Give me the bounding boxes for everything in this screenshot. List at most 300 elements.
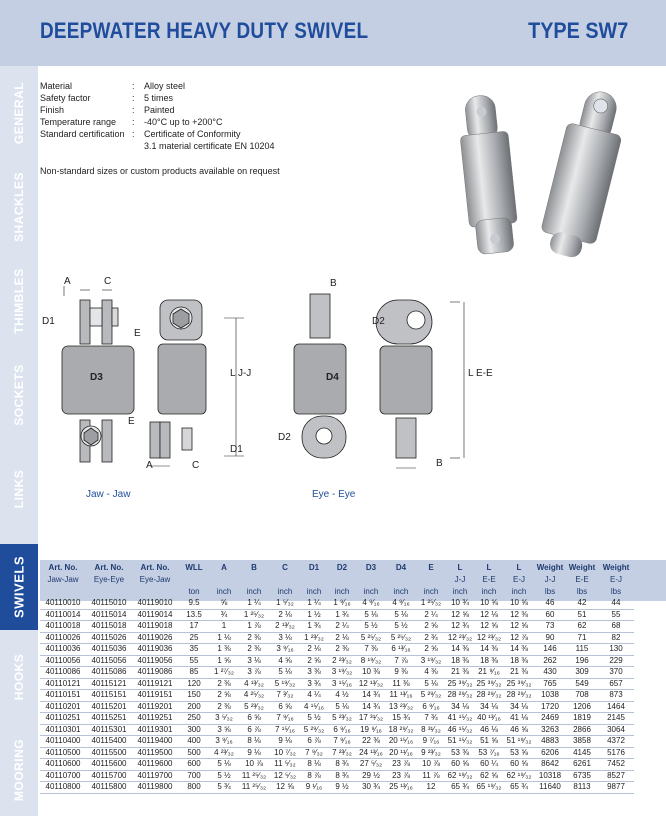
table-cell: 300 bbox=[178, 724, 210, 736]
sidebar-label: SOCKETS bbox=[12, 364, 26, 426]
column-header: C bbox=[282, 563, 288, 572]
table-cell: 9877 bbox=[598, 782, 634, 794]
table-cell: 4 ½ bbox=[328, 690, 356, 702]
column-header bbox=[386, 574, 416, 586]
table-cell: 40119036 bbox=[132, 644, 178, 656]
table-cell: 2 ⅛ bbox=[300, 644, 328, 656]
table-cell: 85 bbox=[178, 667, 210, 679]
table-cell: 10318 bbox=[534, 770, 566, 782]
column-header bbox=[238, 574, 270, 586]
table-cell: 1 ⅝ bbox=[210, 655, 238, 667]
table-cell: 600 bbox=[178, 759, 210, 771]
table-cell: 34 ⅛ bbox=[446, 701, 474, 713]
table-cell: 46 ¹⁵⁄₃₂ bbox=[447, 724, 473, 734]
table-header-row bbox=[40, 574, 634, 586]
label-D2: D2 bbox=[372, 316, 385, 327]
sidebar-item-general[interactable] bbox=[0, 66, 38, 160]
table-cell: 8642 bbox=[534, 759, 566, 771]
table-cell: 2 ⅛ bbox=[328, 632, 356, 644]
column-header: lbs bbox=[576, 587, 588, 596]
table-cell: 40115014 bbox=[86, 609, 132, 621]
sidebar-label: SWIVELS bbox=[11, 555, 27, 619]
table-cell: 5 ²³⁄₃₂ bbox=[238, 701, 270, 713]
sidebar-label: GENERAL bbox=[12, 81, 26, 145]
column-header: Art. No. bbox=[48, 563, 78, 572]
table-cell: 40119014 bbox=[132, 609, 178, 621]
column-header: L bbox=[486, 563, 492, 572]
table-cell: 1 ²³⁄₃₂ bbox=[300, 632, 328, 644]
table-cell: 40119086 bbox=[132, 667, 178, 679]
spec-value: Painted bbox=[144, 105, 175, 115]
table-cell: 40 ¹³⁄₁₆ bbox=[474, 713, 504, 725]
spec-value: Alloy steel bbox=[144, 81, 186, 91]
table-cell: 250 bbox=[178, 713, 210, 725]
table-cell: 25 ³⁹⁄₃₂ bbox=[447, 678, 473, 688]
table-cell: 60 bbox=[534, 609, 566, 621]
table-cell: 10 ⅝ bbox=[474, 598, 504, 609]
table-row bbox=[40, 644, 634, 656]
column-header: inch bbox=[423, 587, 439, 596]
table-cell: 2 ¾ bbox=[416, 632, 446, 644]
spec-label: Standard certification bbox=[40, 129, 125, 139]
table-cell: 40115301 bbox=[86, 724, 132, 736]
spec-value: Certificate of Conformity bbox=[144, 129, 241, 139]
table-cell: 40115151 bbox=[86, 690, 132, 702]
sidebar-item-swivels[interactable] bbox=[0, 544, 38, 630]
table-cell: 12 ⅜ bbox=[504, 609, 534, 621]
label-D3: D3 bbox=[90, 372, 103, 383]
table-cell: 40119600 bbox=[132, 759, 178, 771]
table-cell: 40110014 bbox=[40, 609, 86, 621]
table-row bbox=[40, 667, 634, 679]
table-cell: 1 ¼ bbox=[238, 598, 270, 609]
table-cell: 3263 bbox=[534, 724, 566, 736]
table-cell: 73 bbox=[534, 621, 566, 633]
table-cell: 40110121 bbox=[40, 678, 86, 690]
table-cell: 11 ⁵⁄₃₂ bbox=[270, 759, 300, 771]
table-cell: 40115086 bbox=[86, 667, 132, 679]
table-cell: 12 ⅝ bbox=[446, 609, 474, 621]
table-cell: 40119700 bbox=[132, 770, 178, 782]
table-cell: 40115010 bbox=[86, 598, 132, 609]
table-cell: 46 bbox=[534, 598, 566, 609]
table-cell: 40115800 bbox=[86, 782, 132, 794]
table-cell: 5 ¹⁹⁄₃₂ bbox=[270, 678, 300, 690]
table-cell: 9 ¹⁄₁₆ bbox=[300, 782, 328, 794]
table-cell: 40110251 bbox=[40, 713, 86, 725]
table-cell: 12 ²³⁄₃₂ bbox=[447, 632, 473, 642]
table-cell: 5 ¾ bbox=[210, 782, 238, 794]
table-cell: 15 ¾ bbox=[386, 713, 416, 725]
table-cell: 18 ²⁹⁄₃₂ bbox=[386, 724, 416, 736]
table-cell: 9 ⅛ bbox=[238, 747, 270, 759]
table-cell: 53 ⅜ bbox=[446, 747, 474, 759]
table-cell: 12 bbox=[416, 782, 446, 794]
sidebar-item-shackles[interactable] bbox=[0, 160, 38, 254]
table-cell: 2 ²³⁄₃₂ bbox=[328, 655, 356, 667]
label-E: E bbox=[128, 416, 135, 427]
table-cell: 2 ⅜ bbox=[210, 701, 238, 713]
table-cell: 2 ⅜ bbox=[238, 632, 270, 644]
table-cell: 700 bbox=[178, 770, 210, 782]
column-header: inch bbox=[334, 587, 350, 596]
custom-note: Non-standard sizes or custom products available on request bbox=[40, 166, 280, 176]
table-cell: 3 ¹⁵⁄₁₆ bbox=[328, 678, 356, 690]
table-row bbox=[40, 632, 634, 644]
table-cell: 65 ¾ bbox=[504, 782, 534, 794]
sidebar-item-hooks[interactable] bbox=[0, 630, 38, 724]
table-row bbox=[40, 598, 634, 609]
table-cell: 12 ⅞ bbox=[504, 632, 534, 644]
table-cell: 9 ⅜ bbox=[386, 667, 416, 679]
column-header: D2 bbox=[336, 563, 348, 572]
table-cell: 3 ⅛ bbox=[238, 655, 270, 667]
table-cell: 40115600 bbox=[86, 759, 132, 771]
column-header: Weight bbox=[568, 563, 596, 572]
table-cell: 1 ²⁷⁄₃₂ bbox=[210, 667, 238, 679]
table-cell: 5 ⅛ bbox=[416, 678, 446, 690]
table-cell: 40119010 bbox=[132, 598, 178, 609]
table-cell: 8 ¹⁹⁄₃₂ bbox=[356, 655, 386, 667]
table-cell: 1 ⅛ bbox=[210, 632, 238, 644]
table-cell: 5 ½ bbox=[210, 770, 238, 782]
table-cell: 1464 bbox=[598, 701, 634, 713]
table-cell: 13 ²³⁄₃₂ bbox=[386, 701, 416, 713]
column-header: J-J bbox=[544, 575, 556, 584]
table-cell: 2 ¼ bbox=[416, 609, 446, 621]
table-cell: 1 bbox=[210, 621, 238, 633]
sidebar-label: HOOKS bbox=[12, 653, 26, 701]
table-cell: 19 ⁹⁄₁₆ bbox=[356, 724, 386, 736]
table-cell: 5 ⅛ bbox=[210, 759, 238, 771]
table-cell: 12 ²³⁄₃₂ bbox=[474, 632, 504, 644]
table-cell: 40119018 bbox=[132, 621, 178, 633]
table-cell: 2 ¼ bbox=[328, 621, 356, 633]
page-title: DEEPWATER HEAVY DUTY SWIVEL bbox=[40, 18, 369, 43]
table-cell: 309 bbox=[566, 667, 598, 679]
label-E: E bbox=[134, 328, 141, 339]
column-header: L bbox=[516, 563, 522, 572]
page-header bbox=[0, 0, 666, 66]
table-cell: 40119251 bbox=[132, 713, 178, 725]
label-D1: D1 bbox=[230, 444, 243, 455]
table-cell: 5 ⅛ bbox=[386, 609, 416, 621]
table-cell: 1038 bbox=[534, 690, 566, 702]
column-header bbox=[86, 586, 132, 598]
table-cell: 28 ²⁹⁄₃₂ bbox=[447, 690, 473, 700]
sidebar-label: THIMBLES bbox=[12, 268, 26, 334]
sidebar-item-thimbles[interactable] bbox=[0, 254, 38, 348]
table-cell: 2 ⅝ bbox=[210, 690, 238, 702]
column-header: L bbox=[457, 563, 463, 572]
table-row bbox=[40, 678, 634, 690]
table-cell: 4 ²³⁄₃₂ bbox=[210, 747, 238, 759]
column-header: inch bbox=[363, 587, 379, 596]
table-cell: 21 ⅜ bbox=[504, 667, 534, 679]
table-cell: 7 ²³⁄₃₂ bbox=[328, 747, 356, 759]
table-cell: 40115500 bbox=[86, 747, 132, 759]
table-cell: 40110018 bbox=[40, 621, 86, 633]
table-cell: 40119026 bbox=[132, 632, 178, 644]
column-header: lbs bbox=[544, 587, 556, 596]
table-cell: 40119151 bbox=[132, 690, 178, 702]
column-header: E-J bbox=[513, 575, 525, 584]
jaw-jaw-caption: Jaw - Jaw bbox=[86, 489, 131, 500]
table-cell: 14 ⅜ bbox=[446, 644, 474, 656]
table-cell: 6 ⅞ bbox=[238, 724, 270, 736]
spec-label bbox=[40, 140, 132, 152]
table-cell: 8 ¾ bbox=[328, 770, 356, 782]
spec-label: Finish bbox=[40, 105, 65, 115]
table-cell: 146 bbox=[534, 644, 566, 656]
table-cell: 40110301 bbox=[40, 724, 86, 736]
table-cell: 4 ⅜ bbox=[416, 667, 446, 679]
table-cell: 4145 bbox=[566, 747, 598, 759]
table-cell: 10 ¾ bbox=[446, 598, 474, 609]
column-header bbox=[416, 574, 446, 586]
sidebar-item-sockets[interactable] bbox=[0, 348, 38, 442]
table-cell: 5 ²⁹⁄₃₂ bbox=[300, 724, 328, 736]
table-cell: 25 ¹³⁄₁₆ bbox=[386, 782, 416, 794]
table-cell: 2 ⅜ bbox=[238, 644, 270, 656]
table-cell: 68 bbox=[598, 621, 634, 633]
table-cell: 8527 bbox=[598, 770, 634, 782]
table-row bbox=[40, 770, 634, 782]
sidebar-item-links[interactable] bbox=[0, 442, 38, 536]
table-cell: 40110800 bbox=[40, 782, 86, 794]
column-header bbox=[178, 574, 210, 586]
table-cell: 40115121 bbox=[86, 678, 132, 690]
table-cell: 10 ⅜ bbox=[356, 667, 386, 679]
table-cell: 10 ⅞ bbox=[238, 759, 270, 771]
table-cell: 370 bbox=[598, 667, 634, 679]
table-cell: 51 ¹⁵⁄₃₂ bbox=[447, 736, 473, 746]
table-cell: 44 bbox=[598, 598, 634, 609]
table-cell: 4 ¹⁵⁄₁₆ bbox=[300, 701, 328, 713]
label-A: A bbox=[64, 276, 71, 287]
sidebar-label: SHACKLES bbox=[12, 171, 26, 243]
table-cell: 40119056 bbox=[132, 655, 178, 667]
table-cell: 115 bbox=[566, 644, 598, 656]
column-header bbox=[270, 574, 300, 586]
specifications bbox=[40, 80, 275, 152]
table-cell: 6 ⁹⁄₁₆ bbox=[416, 701, 446, 713]
column-header: Art. No. bbox=[94, 563, 124, 572]
table-cell: 21 ⁹⁄₁₆ bbox=[474, 667, 504, 679]
table-cell: 7 ⁹⁄₁₆ bbox=[328, 736, 356, 748]
table-cell: 2 ¹³⁄₃₂ bbox=[270, 621, 300, 633]
table-cell: 10 ⅝ bbox=[504, 598, 534, 609]
table-cell: 35 bbox=[178, 644, 210, 656]
table-cell: 11 ²⁵⁄₃₂ bbox=[238, 782, 270, 794]
table-cell: 708 bbox=[566, 690, 598, 702]
table-cell: 40119201 bbox=[132, 701, 178, 713]
table-cell: 6206 bbox=[534, 747, 566, 759]
table-cell: 41 ¹⁵⁄₃₂ bbox=[447, 713, 473, 723]
table-cell: 5176 bbox=[598, 747, 634, 759]
table-cell: 1 ⅞ bbox=[238, 621, 270, 633]
table-header-row bbox=[40, 586, 634, 598]
table-cell: 8 ¾ bbox=[328, 759, 356, 771]
table-cell: 8 ³¹⁄₃₂ bbox=[416, 724, 446, 736]
table-cell: 3858 bbox=[566, 736, 598, 748]
label-C: C bbox=[104, 276, 112, 287]
spec-row: Material : Alloy steel bbox=[40, 81, 186, 91]
table-cell: ⅝ bbox=[210, 598, 238, 609]
table-cell: 40115056 bbox=[86, 655, 132, 667]
table-cell: 2469 bbox=[534, 713, 566, 725]
column-header: inch bbox=[216, 587, 232, 596]
table-cell: 6 ⅞ bbox=[300, 736, 328, 748]
table-body bbox=[40, 598, 634, 793]
column-header: Jaw-Jaw bbox=[47, 575, 79, 584]
table-cell: 22 ⅜ bbox=[356, 736, 386, 748]
table-cell: 5 ½ bbox=[300, 713, 328, 725]
column-header: D4 bbox=[395, 563, 407, 572]
table-cell: 5 ²⁵⁄₃₂ bbox=[386, 632, 416, 644]
table-cell: 4 ¹³⁄₃₂ bbox=[238, 678, 270, 690]
table-cell: 60 ⅝ bbox=[446, 759, 474, 771]
table-cell: 40110010 bbox=[40, 598, 86, 609]
table-cell: 4 ⁹⁄₁₆ bbox=[386, 598, 416, 609]
spec-row: Safety factor : 5 times bbox=[40, 93, 174, 103]
table-cell: 18 ⅜ bbox=[474, 655, 504, 667]
spec-label: Material bbox=[40, 81, 73, 91]
table-cell: 2 ⅝ bbox=[416, 644, 446, 656]
column-header: D1 bbox=[308, 563, 320, 572]
table-cell: 7 ⁹⁄₁₆ bbox=[270, 713, 300, 725]
table-cell: 40110026 bbox=[40, 632, 86, 644]
table-cell: 6 ⅝ bbox=[238, 713, 270, 725]
dimension-table bbox=[40, 562, 634, 794]
label-B: B bbox=[330, 278, 337, 289]
column-header: inch bbox=[306, 587, 322, 596]
column-header: Art. No. bbox=[140, 563, 170, 572]
label-D2: D2 bbox=[278, 432, 291, 443]
column-header: A bbox=[221, 563, 227, 572]
table-cell: 34 ⅛ bbox=[504, 701, 534, 713]
table-cell: 40115400 bbox=[86, 736, 132, 748]
table-cell: 12 ⅝ bbox=[270, 782, 300, 794]
table-cell: 25 ³⁹⁄₃₂ bbox=[504, 678, 534, 690]
table-head bbox=[40, 562, 634, 598]
table-row bbox=[40, 724, 634, 736]
table-cell: 6 ⅝ bbox=[270, 701, 300, 713]
table-cell: 40119800 bbox=[132, 782, 178, 794]
table-cell: 2 ⅝ bbox=[300, 655, 328, 667]
table-cell: 1 ²⁵⁄₃₂ bbox=[238, 609, 270, 621]
table-cell: 1 ¼ bbox=[300, 598, 328, 609]
type-label: TYPE SW7 bbox=[527, 18, 628, 43]
table-cell: 5 ²³⁄₃₂ bbox=[328, 713, 356, 725]
table-cell: 8 ⅛ bbox=[238, 736, 270, 748]
table-cell: 5 ½ bbox=[386, 621, 416, 633]
table-cell: 65 ¾ bbox=[446, 782, 474, 794]
label-A: A bbox=[146, 460, 153, 471]
table-cell: 5 ⅛ bbox=[328, 701, 356, 713]
column-header: E-E bbox=[482, 575, 496, 584]
sidebar-item-mooring[interactable] bbox=[0, 724, 38, 816]
table-cell: 9 ½ bbox=[328, 782, 356, 794]
table-cell: 3 ⅝ bbox=[210, 724, 238, 736]
table-cell: 40115026 bbox=[86, 632, 132, 644]
table-cell: 5 ²⁵⁄₃₂ bbox=[356, 632, 386, 644]
table-cell: 2 ⅝ bbox=[416, 621, 446, 633]
table-cell: 130 bbox=[598, 644, 634, 656]
table-cell: 14 ¾ bbox=[356, 701, 386, 713]
column-header: inch bbox=[277, 587, 293, 596]
table-cell: 9 ⁷⁄₁₆ bbox=[416, 736, 446, 748]
table-cell: 9 ⅛ bbox=[270, 736, 300, 748]
table-cell: 11640 bbox=[534, 782, 566, 794]
table-cell: 3 ¹⁹⁄₃₂ bbox=[328, 667, 356, 679]
table-cell: 18 ⅜ bbox=[504, 655, 534, 667]
table-cell: 12 ⅝ bbox=[474, 621, 504, 633]
table-cell: 229 bbox=[598, 655, 634, 667]
column-header: inch bbox=[511, 587, 527, 596]
table-cell: 10 ⁷⁄₃₂ bbox=[270, 747, 300, 759]
column-header: lbs bbox=[610, 587, 622, 596]
table-cell: 2866 bbox=[566, 724, 598, 736]
table-cell: ¾ bbox=[210, 609, 238, 621]
table-cell: 150 bbox=[178, 690, 210, 702]
table-cell: 60 ¼ bbox=[474, 759, 504, 771]
table-cell: 17 ³¹⁄₃₂ bbox=[356, 713, 386, 725]
table-cell: 25 bbox=[178, 632, 210, 644]
table-cell: 23 ⅞ bbox=[386, 759, 416, 771]
spec-row bbox=[40, 140, 275, 152]
table-cell: 40110151 bbox=[40, 690, 86, 702]
table-cell: 657 bbox=[598, 678, 634, 690]
column-header: inch bbox=[246, 587, 262, 596]
spec-row: Temperature range : -40°C up to +200°C bbox=[40, 117, 223, 127]
table-cell: 40110201 bbox=[40, 701, 86, 713]
column-header: E-E bbox=[575, 575, 589, 584]
table-cell: 40110086 bbox=[40, 667, 86, 679]
table-cell: 55 bbox=[598, 609, 634, 621]
table-cell: 65 ¹⁹⁄₃₂ bbox=[474, 782, 504, 794]
table-cell: 62 bbox=[566, 621, 598, 633]
table-cell: 40119400 bbox=[132, 736, 178, 748]
table-cell: 12 ⅝ bbox=[504, 621, 534, 633]
table-cell: 6 ⁹⁄₁₆ bbox=[328, 724, 356, 736]
table-cell: 1 ¾ bbox=[328, 609, 356, 621]
table-cell: 500 bbox=[178, 747, 210, 759]
table-cell: 28 ²⁹⁄₃₂ bbox=[504, 690, 534, 702]
table-cell: 20 ¹¹⁄₁₆ bbox=[386, 747, 416, 759]
table-cell: 41 ⅛ bbox=[504, 713, 534, 725]
table-cell: 3 ⁵⁄₃₂ bbox=[210, 713, 238, 725]
table-cell: 6 ¹³⁄₁₆ bbox=[386, 644, 416, 656]
table-row bbox=[40, 759, 634, 771]
table-cell: 4 ²⁵⁄₃₂ bbox=[238, 690, 270, 702]
table-cell: 120 bbox=[178, 678, 210, 690]
spec-row: Standard certification : Certificate of Conformity bbox=[40, 129, 241, 139]
spec-value: 5 times bbox=[144, 93, 174, 103]
table-cell: 765 bbox=[534, 678, 566, 690]
table-cell: 40115251 bbox=[86, 713, 132, 725]
table-cell: 1 ⁹⁄₁₆ bbox=[328, 598, 356, 609]
table-row bbox=[40, 609, 634, 621]
table-cell: 12 ⅛ bbox=[474, 609, 504, 621]
column-header: inch bbox=[452, 587, 468, 596]
table-cell: 4372 bbox=[598, 736, 634, 748]
label-B: B bbox=[436, 458, 443, 469]
column-header bbox=[210, 574, 238, 586]
dimension-diagram bbox=[40, 272, 493, 512]
table-cell: 1 ¾ bbox=[300, 621, 328, 633]
table-cell: 40119301 bbox=[132, 724, 178, 736]
